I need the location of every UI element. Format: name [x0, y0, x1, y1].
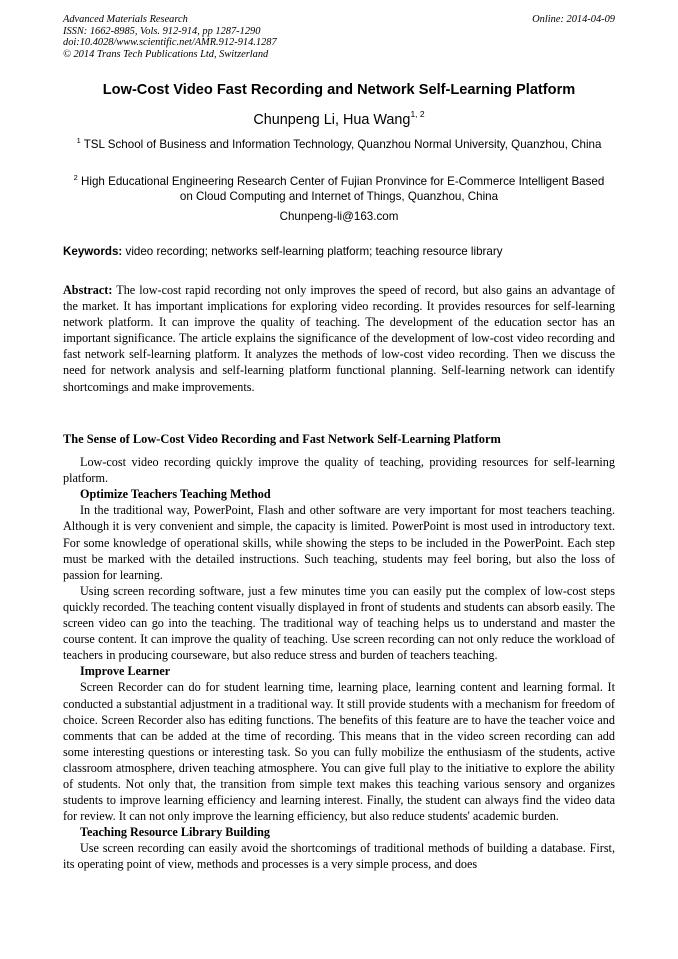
abstract [63, 282, 615, 395]
affiliation-2 [66, 174, 612, 205]
keywords [63, 245, 615, 258]
paragraph: Screen Recorder can do for student learning time, learning place, learning content and learning formal. It conducted a substantial adjustment in a traditional way. It still provide students with a mechanism for freedom of choice. Screen Recorder also has editing functions. The benefits of this feature are to have the teacher voice and comments that can be added at the time of recording. This means that in the video screen recording can add some interesting questions or interesting task. So you can fully mobilize the enthusiasm of the students, active classroom atmosphere, driven teaching atmosphere. You can give full play to the initiative to explore the ability of students. Not only that, the transition from simple text makes this teaching various sensory and organizes students to improve learning efficiency and learning interest. Finally, the student can always find the video data for review. It can not only improve the learning efficiency, but also reduce students' academic burden. [63, 680, 615, 824]
paragraph: Use screen recording can easily avoid the shortcomings of traditional methods of building a database. First, its operating point of view, methods and processes is a very simple process, and does [63, 841, 615, 872]
affiliation-1 [66, 137, 612, 152]
keywords-text: video recording; networks self-learning platform; teaching resource library [125, 245, 503, 258]
subsection-title-learner: Improve Learner [80, 664, 171, 679]
abstract-label: Abstract: [63, 283, 113, 297]
affiliation-mark: 2 [73, 173, 78, 182]
author-email: Chunpeng-li@163.com [279, 210, 399, 223]
issn-line: ISSN: 1662-8985, Vols. 912-914, pp 1287-1290 [63, 25, 261, 37]
affiliation-mark: 1 [76, 136, 81, 145]
keywords-label: Keywords: [63, 245, 123, 258]
author-names: Chunpeng Li, Hua Wang [253, 112, 411, 128]
paragraph: In the traditional way, PowerPoint, Flash and other software are very important for most teachers teaching. Although it is very convenient and simple, the capacity is limited. PowerPoint is most used in introductory text. For some knowledge of operational skills, while showing the steps to be included in the PowerPoint. Each step must be marked with the detailed instructions. Such teaching, students may feel boring, but also the loss of passion for learning. [63, 503, 615, 582]
authors [40, 109, 638, 128]
paper-title: Low-Cost Video Fast Recording and Network Self-Learning Platform [102, 82, 576, 98]
affiliation-text: TSL School of Business and Information Technology, Quanzhou Normal University, Quanzhou, China [83, 138, 602, 151]
subsection-title-library: Teaching Resource Library Building [80, 825, 270, 840]
section-sense [63, 431, 615, 873]
author-superscript: 1, 2 [410, 109, 425, 119]
abstract-text: The low-cost rapid recording not only improves the speed of record, but also gains an advantage of the market. It has important implications for exploring video recording. It provides resources for self-learning network platform. It can improve the quality of teaching. The development of the education sector has an important significance. The article explains the significance of the development of low-cost video recording and fast network self-learning platform. It analyzes the methods of low-cost video recording. Then we discuss the need for network analysis and self-learning platform functional planning. Self-learning network can identify shortcomings and make improvements. [63, 283, 615, 394]
section-intro: Low-cost video recording quickly improve the quality of teaching, providing resources for self-learning platform. [63, 455, 615, 486]
doi-line: doi:10.4028/www.scientific.net/AMR.912-914.1287 [63, 37, 277, 49]
copyright-line: © 2014 Trans Tech Publications Ltd, Switzerland [63, 48, 269, 60]
journal-name: Advanced Materials Research [63, 14, 188, 25]
journal-header [63, 14, 277, 60]
paragraph: Using screen recording software, just a few minutes time you can easily put the complex of low-cost steps quickly recorded. The teaching content visually displayed in front of students and students can absorb easily. The screen video can go into the teaching. The traditional way of teaching helps us to understand and master the course content. It can improve the quality of teaching. Use screen recording can not only reduce the workload of teachers in producing courseware, but also reduce stress and burden of teachers teaching. [63, 583, 615, 663]
section-title: The Sense of Low-Cost Video Recording and Fast Network Self-Learning Platform [63, 432, 501, 446]
subsection-title-optimize: Optimize Teachers Teaching Method [80, 487, 271, 502]
affiliation-text: High Educational Engineering Research Center of Fujian Pronvince for E-Commerce Intelligent Based on Cloud Computing and Internet of Things, Quanzhou, China [81, 175, 605, 204]
online-date: Online: 2014-04-09 [532, 14, 615, 25]
